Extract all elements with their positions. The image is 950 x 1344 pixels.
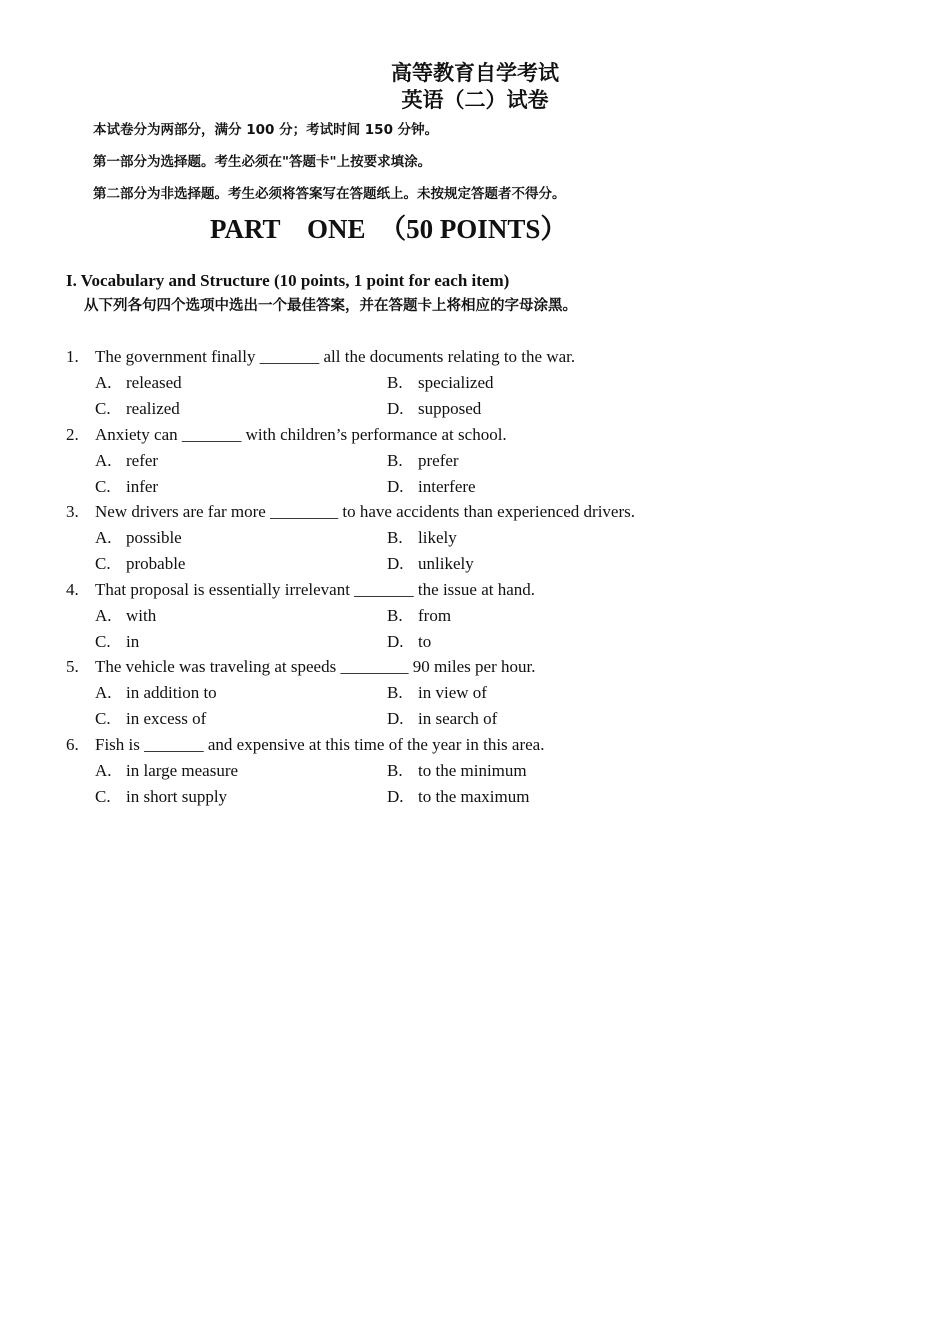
exam-subtitle: 英语（二）试卷 [401, 87, 549, 112]
option-b [387, 680, 487, 706]
option-d [387, 474, 476, 500]
question-text: That proposal is essentially irrelevant _______ the issue at hand. [95, 579, 536, 599]
option-text: to the minimum [418, 760, 527, 780]
option-letter: A. [95, 760, 112, 780]
section-instruction: 从下列各句四个选项中选出一个最佳答案，并在答题卡上将相应的字母涂黑。 [84, 298, 577, 314]
option-text: in excess of [126, 709, 207, 728]
option-letter: D. [387, 631, 404, 651]
option-letter: D. [387, 399, 404, 418]
question-stem [66, 499, 635, 525]
option-letter: A. [95, 683, 112, 702]
option-letter: B. [387, 528, 403, 547]
option-text: interfere [418, 476, 476, 496]
option-text: unlikely [418, 554, 474, 573]
option-b [387, 758, 527, 784]
option-text: likely [418, 528, 457, 547]
option-letter: B. [387, 605, 403, 625]
question-stem [66, 654, 535, 680]
option-letter: D. [387, 476, 404, 496]
option-letter: D. [387, 709, 404, 728]
question-number: 6. [66, 734, 79, 754]
option-letter: B. [387, 683, 403, 702]
option-c [95, 551, 185, 577]
option-letter: B. [387, 373, 403, 392]
option-text: probable [126, 554, 186, 573]
option-letter: A. [95, 450, 112, 470]
option-d [387, 629, 431, 655]
question-stem [66, 732, 544, 758]
option-text: possible [126, 528, 182, 547]
option-c [95, 784, 227, 810]
instruction-line: 第一部分为选择题。考生必须在"答题卡"上按要求填涂。 [93, 154, 432, 170]
option-letter: A. [95, 373, 112, 392]
question-text: The government finally _______ all the documents relating to the war. [95, 347, 576, 366]
option-text: refer [126, 450, 159, 470]
option-d [387, 551, 474, 577]
option-text: to the maximum [418, 786, 530, 806]
question-stem [66, 344, 575, 370]
question-item [0, 344, 950, 422]
option-b [387, 603, 451, 629]
option-a [95, 370, 182, 396]
option-b [387, 370, 494, 396]
option-d [387, 396, 481, 422]
question-text: New drivers are far more ________ to have accidents than experienced drivers. [95, 502, 635, 521]
option-a [95, 525, 182, 551]
question-item [0, 422, 950, 500]
question-stem [66, 422, 507, 448]
option-c [95, 629, 139, 655]
question-text: The vehicle was traveling at speeds ________ 90 miles per hour. [95, 657, 536, 676]
option-a [95, 603, 156, 629]
option-letter: D. [387, 554, 404, 573]
option-a [95, 758, 238, 784]
exam-title: 高等教育自学考试 [391, 60, 559, 85]
question-text: Fish is _______ and expensive at this time of the year in this area. [95, 734, 545, 754]
option-text: in large measure [126, 760, 239, 780]
option-d [387, 706, 497, 732]
option-letter: B. [387, 450, 403, 470]
question-item [0, 577, 950, 655]
option-b [387, 525, 457, 551]
option-d [387, 784, 529, 810]
option-letter: C. [95, 476, 111, 496]
instruction-line: 本试卷分为两部分，满分 100 分；考试时间 150 分钟。 [93, 122, 439, 138]
option-letter: C. [95, 399, 111, 418]
option-text: in [126, 631, 140, 651]
option-a [95, 448, 158, 474]
question-item [0, 499, 950, 577]
instruction-line: 第二部分为非选择题。考生必须将答案写在答题纸上。未按规定答题者不得分。 [93, 186, 566, 202]
option-text: in addition to [126, 683, 217, 702]
option-text: infer [126, 476, 159, 496]
option-letter: A. [95, 528, 112, 547]
option-letter: B. [387, 760, 403, 780]
option-text: supposed [418, 399, 482, 418]
option-letter: D. [387, 786, 404, 806]
part-heading: PART ONE （50 POINTS） [210, 214, 568, 244]
option-text: realized [126, 399, 180, 418]
option-letter: A. [95, 605, 112, 625]
option-a [95, 680, 217, 706]
option-c [95, 396, 180, 422]
question-item [0, 654, 950, 732]
question-number: 3. [66, 502, 79, 521]
option-text: in short supply [126, 786, 228, 806]
option-text: released [126, 373, 182, 392]
question-stem [66, 577, 535, 603]
option-letter: C. [95, 786, 111, 806]
option-letter: C. [95, 631, 111, 651]
question-number: 5. [66, 657, 79, 676]
option-c [95, 706, 206, 732]
question-text: Anxiety can _______ with children’s performance at school. [95, 424, 507, 444]
option-letter: C. [95, 554, 111, 573]
question-number: 4. [66, 579, 79, 599]
option-text: specialized [418, 373, 494, 392]
option-text: prefer [418, 450, 459, 470]
option-text: from [418, 605, 452, 625]
question-item [0, 732, 950, 810]
option-text: in search of [418, 709, 498, 728]
section-title: I. Vocabulary and Structure (10 points, 1 point for each item) [66, 271, 510, 290]
question-number: 2. [66, 424, 79, 444]
option-text: in view of [418, 683, 487, 702]
question-list [0, 344, 950, 809]
option-text: to [418, 631, 432, 651]
question-number: 1. [66, 347, 79, 366]
option-text: with [126, 605, 157, 625]
option-b [387, 448, 459, 474]
option-c [95, 474, 158, 500]
option-letter: C. [95, 709, 111, 728]
